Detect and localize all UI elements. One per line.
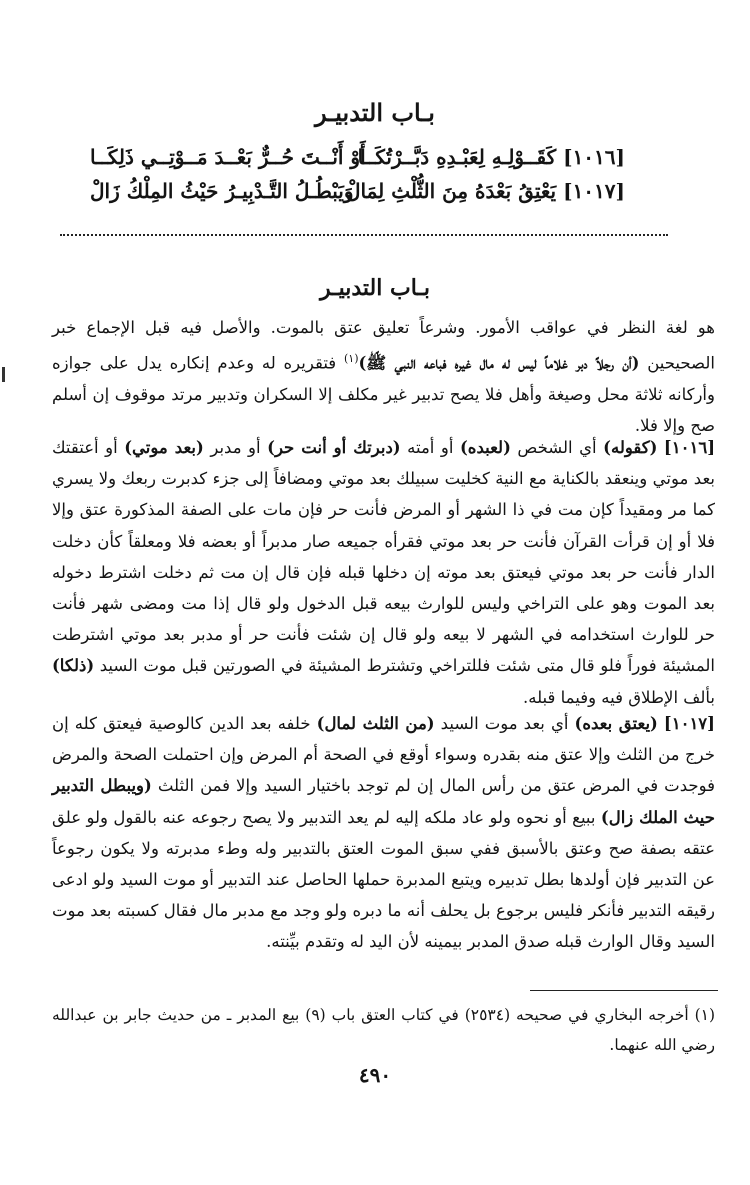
commentary-1016	[52, 432, 715, 713]
matn-quote: (بعد موتي)	[124, 438, 204, 457]
verse-1017	[90, 172, 625, 212]
footnote	[52, 1000, 715, 1060]
commentary-1017	[52, 708, 715, 958]
verse-number: [١٠١٦]	[563, 145, 625, 169]
matn-quote: (ذلكا)	[52, 656, 95, 676]
body-text: أو مدبر	[203, 438, 268, 457]
matn-quote: (يعتق بعده)	[574, 714, 658, 733]
body-text: أي بعد موت السيد	[434, 714, 575, 733]
body-text: أو أعتقتك بعد موتي وينعقد بالكناية مع النية كخليت سبيلك بعد موتي ومضافاً إلى جزء كدبرت ربعك ولا يسري كما مر ومقيداً كإن مت في ذا الشهر أو المرض فأنت حر فإن مات على الصفة المذكورة عتق وإلا فلا أو إن قرأت القرآن فأنت حر بعد موتي فقرأه جميعه صار مدبراً أو بعضه فلا ومعلقاً كأن دخلت الدار فأنت حر بعد موتي فيعتق بعد موته إن دخلها قبله فإن قال إن مت ثم دخلت اشترط دخوله بعد الموت وهو على التراخي وليس للوارث بيعه قبل الدخول ولو قال إذا مت ومضى شهر فأنت حر للوارث استخدامه في الشهر لا بيعه ولو قال إن شئت فأنت حر أو مدبر بعد موتي اشترطت المشيئة فوراً فلو قال متى شئت فللتراخي وتشترط المشيئة في الصورتين قبل موت السيد	[52, 438, 715, 676]
matn-quote: (ويبطل التدبير حيث الملك زال)	[52, 776, 715, 827]
matn-quote: (كقوله)	[603, 438, 658, 457]
hadith-quote: (أن رجلاً دبر غلاماً ليس له مال غيره فباعه النبي ﷺ)	[358, 353, 640, 373]
matn-quote: (دبرتك أو أنت حر)	[267, 438, 401, 457]
body-text: أو أمته	[400, 438, 460, 457]
body-text: أي الشخص	[510, 438, 604, 457]
body-text: فتقريره له وعدم إنكاره يدل على جوازه وأركانه ثلاثة محل وصيغة وأهل فلا يصح تدبير غير مكلف إلا السكران وتدبير مرتد موقوف إن أسلم صح وإلا فلا.	[52, 353, 715, 436]
footnote-rule	[530, 990, 718, 991]
verse-ref-number: [١٠١٦]	[663, 438, 715, 457]
verse-number: [١٠١٧]	[563, 179, 625, 203]
body-text: خلفه بعد الدين كالوصية فيعتق كله إن خرج من الثلث وإلا عتق منه بقدره وسواء أوقع في الصحة أم المرض وإن احتملت الصحة والمرض فوجدت في المرض عتق من رأس المال إن لم توجد باختيار السيد وإلا فمن الثلث	[52, 714, 715, 796]
verse-text: كَقَــوْلِـهِ لِعَبْـدِهِ دَبَّــرْتُكَــا	[357, 145, 557, 169]
matn-quote: (لعبده)	[460, 438, 511, 457]
verse-first-hemistich	[346, 172, 625, 210]
body-text: بألف الإطلاق فيه وفيما قبله.	[522, 687, 715, 707]
footnote-reference: (١)	[343, 352, 359, 366]
matn-quote: (من الثلث لمال)	[316, 714, 435, 733]
body-text: هو لغة النظر في عواقب الأمور. وشرعاً تعليق عتق بالموت. والأصل فيه قبل الإجماع خبر الصحيحين	[52, 318, 715, 373]
section-heading: بـاب التدبيـر	[320, 275, 430, 301]
verse-ref-number: [١٠١٧]	[663, 714, 715, 733]
verse-first-hemistich	[358, 138, 625, 176]
footnote-text: أخرجه البخاري في صحيحه (٢٥٣٤) في كتاب العتق باب (٩) بيع المدبر ـ من حديث جابر بن عبدالله رضي الله عنهما.	[52, 1006, 715, 1054]
margin-mark	[2, 367, 5, 382]
verse-second-hemistich: وَيَبْطُـلُ التَّـدْبِيـرُ حَيْثُ المِلْكُ زَالْ	[90, 179, 354, 203]
body-text: ببيع أو نحوه ولو عاد ملكه إليه لم يعد التدبير ولا يصح رجوعه عنه بالقول ولو علق عتقه بصفة صح وعتق بالأسبق ففي سبق الموت العتق بالتدبير وله وطء مدبرته ولا يكون رجوعاً عن التدبير فإن أولدها بطل تدبيره ويتبع المدبرة حملها الحاصل عند التدبير أو موت السيد ولو ادعى رقيقه التدبير فأنكر فليس برجوع بل يحلف أنه ما دبره ولو وجد مع مدبر مال فقال كسبته بعد موت السيد وقال الوارث قبله صدق المدبر بيمينه لأن اليد له وتقدم بيِّنته.	[52, 807, 716, 952]
dotted-divider	[60, 234, 668, 236]
intro-paragraph	[52, 312, 715, 441]
verse-text: يَعْتِقُ بَعْدَهُ مِنَ الثُّلْثِ لِمَالْ	[345, 179, 557, 203]
verse-second-hemistich: أَوْ أَنْــتَ حُــرٌّ بَعْــدَ مَــوْتِــي ذَلِكَــا	[90, 145, 366, 169]
footnote-marker: (١)	[694, 1006, 716, 1024]
page-number: ٤٩٠	[358, 1063, 392, 1087]
chapter-heading: بـاب التدبيـر	[315, 98, 435, 127]
